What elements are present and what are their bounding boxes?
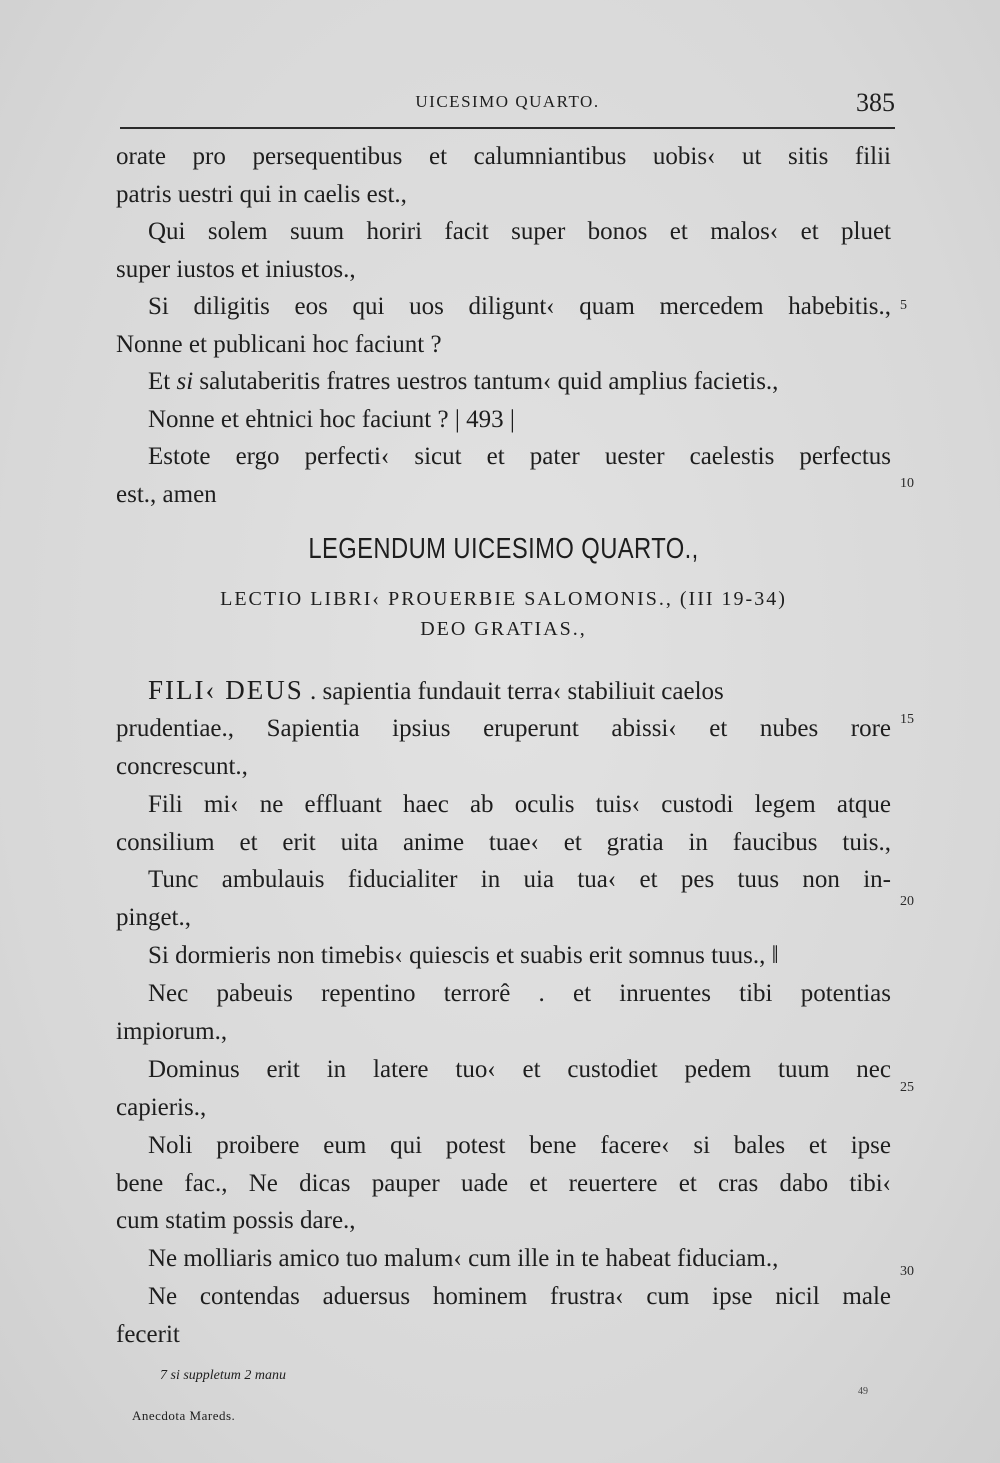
running-title: UICESIMO QUARTO.	[415, 92, 600, 111]
text-line: Nonne et ehtnici hoc faciunt ? | 493 |	[148, 405, 515, 433]
line-number: 20	[900, 894, 914, 909]
header-rule	[120, 127, 895, 129]
text-line: Qui solem suum horiri facit super bonos et malos‹ et pluet	[148, 218, 891, 245]
text-line: Si diligitis eos qui uos diligunt‹ quam mercedem habebitis.,	[148, 293, 891, 320]
text-line: Si dormieris non timebis‹ quiescis et suabis erit somnus tuus., ‖	[148, 942, 779, 970]
lectio-line: DEO GRATIAS.,	[420, 618, 587, 640]
opening-words: FILI‹ DEUS	[148, 675, 304, 705]
text-line: Nonne et publicani hoc faciunt ?	[116, 330, 442, 358]
line-rest: salutaberitis fratres uestros tantum‹ quid amplius facietis.,	[199, 368, 779, 395]
line-rest: . sapientia fundauit terra‹ stabiliuit caelos	[310, 678, 724, 705]
text-line: consilium et erit uita anime tuae‹ et gratia in faucibus tuis.,	[116, 828, 891, 856]
text-line: orate pro persequentibus et calumniantibus uobis‹ ut sitis filii	[116, 143, 891, 170]
text-block-1	[116, 138, 891, 513]
line-number: 15	[900, 712, 914, 727]
text-line: Ne molliaris amico tuo malum‹ cum ille in te habeat fiduciam.,	[148, 1245, 779, 1273]
text-line	[116, 672, 891, 710]
inserted-word: si	[176, 368, 194, 395]
sheet-number: 49	[858, 1386, 868, 1397]
line-number: 5	[900, 298, 907, 313]
text-line: fecerit	[116, 1321, 180, 1349]
line-number: 25	[900, 1080, 914, 1095]
section-title: LEGENDUM UICESIMO QUARTO.,	[308, 533, 699, 565]
line-number: 10	[900, 476, 914, 491]
text-line: prudentiae., Sapientia ipsius eruperunt abissi‹ et nubes rore	[116, 714, 891, 742]
text-line: Dominus erit in latere tuo‹ et custodiet pedem tuum nec	[148, 1055, 891, 1083]
lectio-line: LECTIO LIBRI‹ PROUERBIE SALOMONIS., (III 19-34)	[220, 588, 787, 610]
text-line: pinget.,	[116, 904, 191, 932]
footnote: 7 si suppletum 2 manu	[160, 1368, 286, 1383]
text-line: impiorum.,	[116, 1018, 228, 1046]
text-line: cum statim possis dare.,	[116, 1207, 356, 1235]
text-line: Tunc ambulauis fiducialiter in uia tua‹ et pes tuus non in-	[148, 866, 891, 894]
page-number: 385	[856, 88, 895, 117]
text-line: capieris.,	[116, 1093, 207, 1121]
running-head	[120, 88, 895, 128]
text-line: Fili mi‹ ne effluant haec ab oculis tuis‹ custodi legem atque	[148, 790, 891, 818]
lectio-heading	[116, 584, 891, 644]
text-line: bene fac., Ne dicas pauper uade et reuertere et cras dabo tibi‹	[116, 1169, 891, 1197]
text-line: Ne contendas aduersus hominem frustra‹ cum ipse nicil male	[148, 1283, 891, 1311]
text-line: super iustos et iniustos.,	[116, 255, 356, 283]
text-line	[116, 363, 891, 401]
text-line: patris uestri qui in caelis est.,	[116, 180, 407, 208]
printer-signature: Anecdota Mareds.	[132, 1408, 236, 1423]
text-line: concrescunt.,	[116, 752, 248, 780]
text-line: Estote ergo perfecti‹ sicut et pater uester caelestis perfectus	[148, 443, 891, 470]
text-block-2	[116, 672, 891, 1354]
line-prefix: Et	[148, 368, 171, 395]
text-line: Nec pabeuis repentino terrorê . et inruentes tibi potentias	[148, 980, 891, 1008]
text-line: est., amen	[116, 480, 217, 508]
line-number: 30	[900, 1264, 914, 1279]
text-line: Noli proibere eum qui potest bene facere‹ si bales et ipse	[148, 1131, 891, 1159]
